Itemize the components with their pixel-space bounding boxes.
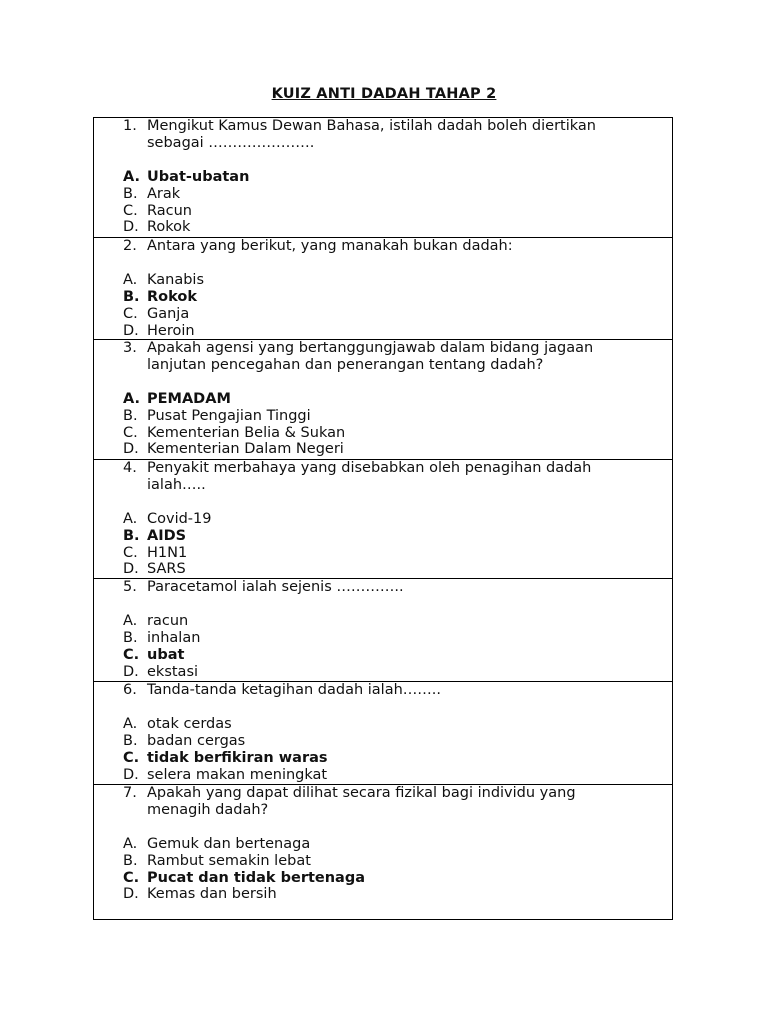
option-label: C. <box>123 305 138 322</box>
spacer <box>94 255 672 272</box>
option-text: AIDS <box>147 527 187 544</box>
spacer <box>94 596 672 613</box>
question-2 <box>94 238 672 340</box>
answer-option <box>94 272 672 289</box>
question-text: Tanda-tanda ketagihan dadah ialah…….. <box>147 682 442 698</box>
option-text: Ubat-ubatan <box>147 168 250 185</box>
question-1 <box>94 118 672 238</box>
correct-answer-option <box>94 391 672 408</box>
question-text-line <box>94 118 672 135</box>
option-text: Rokok <box>147 288 197 305</box>
question-number: 1. <box>123 118 137 134</box>
page-title: KUIZ ANTI DADAH TAHAP 2 <box>271 86 497 102</box>
option-label: C. <box>123 544 138 561</box>
option-label: D. <box>123 441 139 458</box>
option-text: badan cergas <box>147 732 246 749</box>
answer-option <box>94 323 672 340</box>
option-label: A. <box>123 390 140 407</box>
question-text-line <box>94 340 672 357</box>
answer-option <box>94 733 672 750</box>
answer-option <box>94 613 672 630</box>
question-text-line <box>94 238 672 255</box>
option-text: Kemas dan bersih <box>147 886 277 903</box>
question-text-line <box>94 802 672 819</box>
question-text: Penyakit merbahaya yang disebabkan oleh penagihan dadah <box>147 460 592 476</box>
option-label: C. <box>123 869 140 886</box>
option-text: Rokok <box>147 219 191 236</box>
question-number: 4. <box>123 460 137 476</box>
option-label: C. <box>123 749 140 766</box>
option-text: Rambut semakin lebat <box>147 852 311 869</box>
option-text: Covid-19 <box>147 510 212 527</box>
question-text-line <box>94 135 672 152</box>
answer-option <box>94 630 672 647</box>
answer-option <box>94 664 672 681</box>
option-text: PEMADAM <box>147 390 231 407</box>
question-text: Apakah agensi yang bertanggungjawab dalam bidang jagaan <box>147 340 594 356</box>
option-label: D. <box>123 663 139 680</box>
question-text-line <box>94 357 672 374</box>
question-4 <box>94 460 672 579</box>
option-text: SARS <box>147 561 186 578</box>
question-text: Paracetamol ialah sejenis ………….. <box>147 579 404 595</box>
option-label: D. <box>123 561 139 578</box>
question-number: 6. <box>123 682 137 698</box>
question-number: 5. <box>123 579 137 595</box>
option-text: Kementerian Belia & Sukan <box>147 424 346 441</box>
question-text: Antara yang berikut, yang manakah bukan dadah: <box>147 238 513 254</box>
option-label: A. <box>123 168 140 185</box>
question-text: menagih dadah? <box>147 801 269 818</box>
answer-option <box>94 545 672 562</box>
option-label: A. <box>123 510 138 527</box>
answer-option <box>94 561 672 578</box>
option-label: C. <box>123 424 138 441</box>
option-text: otak cerdas <box>147 715 232 732</box>
question-7 <box>94 785 672 921</box>
correct-answer-option <box>94 169 672 186</box>
spacer <box>94 494 672 511</box>
correct-answer-option <box>94 870 672 887</box>
option-label: D. <box>123 886 139 903</box>
option-label: B. <box>123 185 138 202</box>
answer-option <box>94 767 672 784</box>
question-text-line <box>94 477 672 494</box>
question-number: 7. <box>123 785 137 801</box>
option-label: B. <box>123 732 138 749</box>
option-text: ubat <box>147 646 185 663</box>
option-label: B. <box>123 288 140 305</box>
question-6 <box>94 682 672 785</box>
option-text: tidak berfikiran waras <box>147 749 328 766</box>
answer-option <box>94 219 672 236</box>
question-text-line <box>94 460 672 477</box>
option-text: selera makan meningkat <box>147 766 328 783</box>
option-label: B. <box>123 527 140 544</box>
option-label: D. <box>123 322 139 339</box>
answer-option <box>94 186 672 203</box>
option-text: racun <box>147 612 189 629</box>
answer-option <box>94 441 672 458</box>
question-number: 3. <box>123 340 137 356</box>
option-label: C. <box>123 202 138 219</box>
option-text: Arak <box>147 185 181 202</box>
option-label: A. <box>123 715 138 732</box>
option-label: A. <box>123 271 138 288</box>
correct-answer-option <box>94 289 672 306</box>
question-text-line <box>94 785 672 802</box>
option-text: Pucat dan tidak bertenaga <box>147 869 366 886</box>
answer-option <box>94 853 672 870</box>
option-label: D. <box>123 766 139 783</box>
correct-answer-option <box>94 528 672 545</box>
option-label: D. <box>123 219 139 236</box>
option-text: Gemuk dan bertenaga <box>147 835 311 852</box>
question-text: Mengikut Kamus Dewan Bahasa, istilah dadah boleh diertikan <box>147 118 596 134</box>
answer-option <box>94 511 672 528</box>
correct-answer-option <box>94 750 672 767</box>
option-text: ekstasi <box>147 663 199 680</box>
option-label: B. <box>123 852 138 869</box>
option-text: Kanabis <box>147 271 205 288</box>
spacer <box>94 819 672 836</box>
answer-option <box>94 836 672 853</box>
option-label: B. <box>123 629 138 646</box>
option-text: inhalan <box>147 629 201 646</box>
spacer <box>94 374 672 391</box>
option-text: Kementerian Dalam Negeri <box>147 441 344 458</box>
answer-option <box>94 425 672 442</box>
question-number: 2. <box>123 238 137 254</box>
answer-option <box>94 716 672 733</box>
quiz-table <box>93 117 673 920</box>
option-text: Ganja <box>147 305 190 322</box>
question-text-line <box>94 579 672 596</box>
correct-answer-option <box>94 647 672 664</box>
option-text: Racun <box>147 202 192 219</box>
answer-option <box>94 203 672 220</box>
option-text: Heroin <box>147 322 195 339</box>
question-5 <box>94 579 672 682</box>
question-3 <box>94 340 672 460</box>
option-text: H1N1 <box>147 544 188 561</box>
answer-option <box>94 408 672 425</box>
spacer <box>94 152 672 169</box>
option-text: Pusat Pengajian Tinggi <box>147 407 311 424</box>
option-label: A. <box>123 612 138 629</box>
question-text: sebagai …………………. <box>147 134 315 151</box>
option-label: A. <box>123 835 138 852</box>
question-text: lanjutan pencegahan dan penerangan tentang dadah? <box>147 356 544 373</box>
option-label: B. <box>123 407 138 424</box>
answer-option <box>94 306 672 323</box>
question-text-line <box>94 682 672 699</box>
question-text: ialah….. <box>147 476 206 493</box>
question-text: Apakah yang dapat dilihat secara fizikal bagi individu yang <box>147 785 576 801</box>
option-label: C. <box>123 646 140 663</box>
spacer <box>94 699 672 716</box>
answer-option <box>94 886 672 903</box>
